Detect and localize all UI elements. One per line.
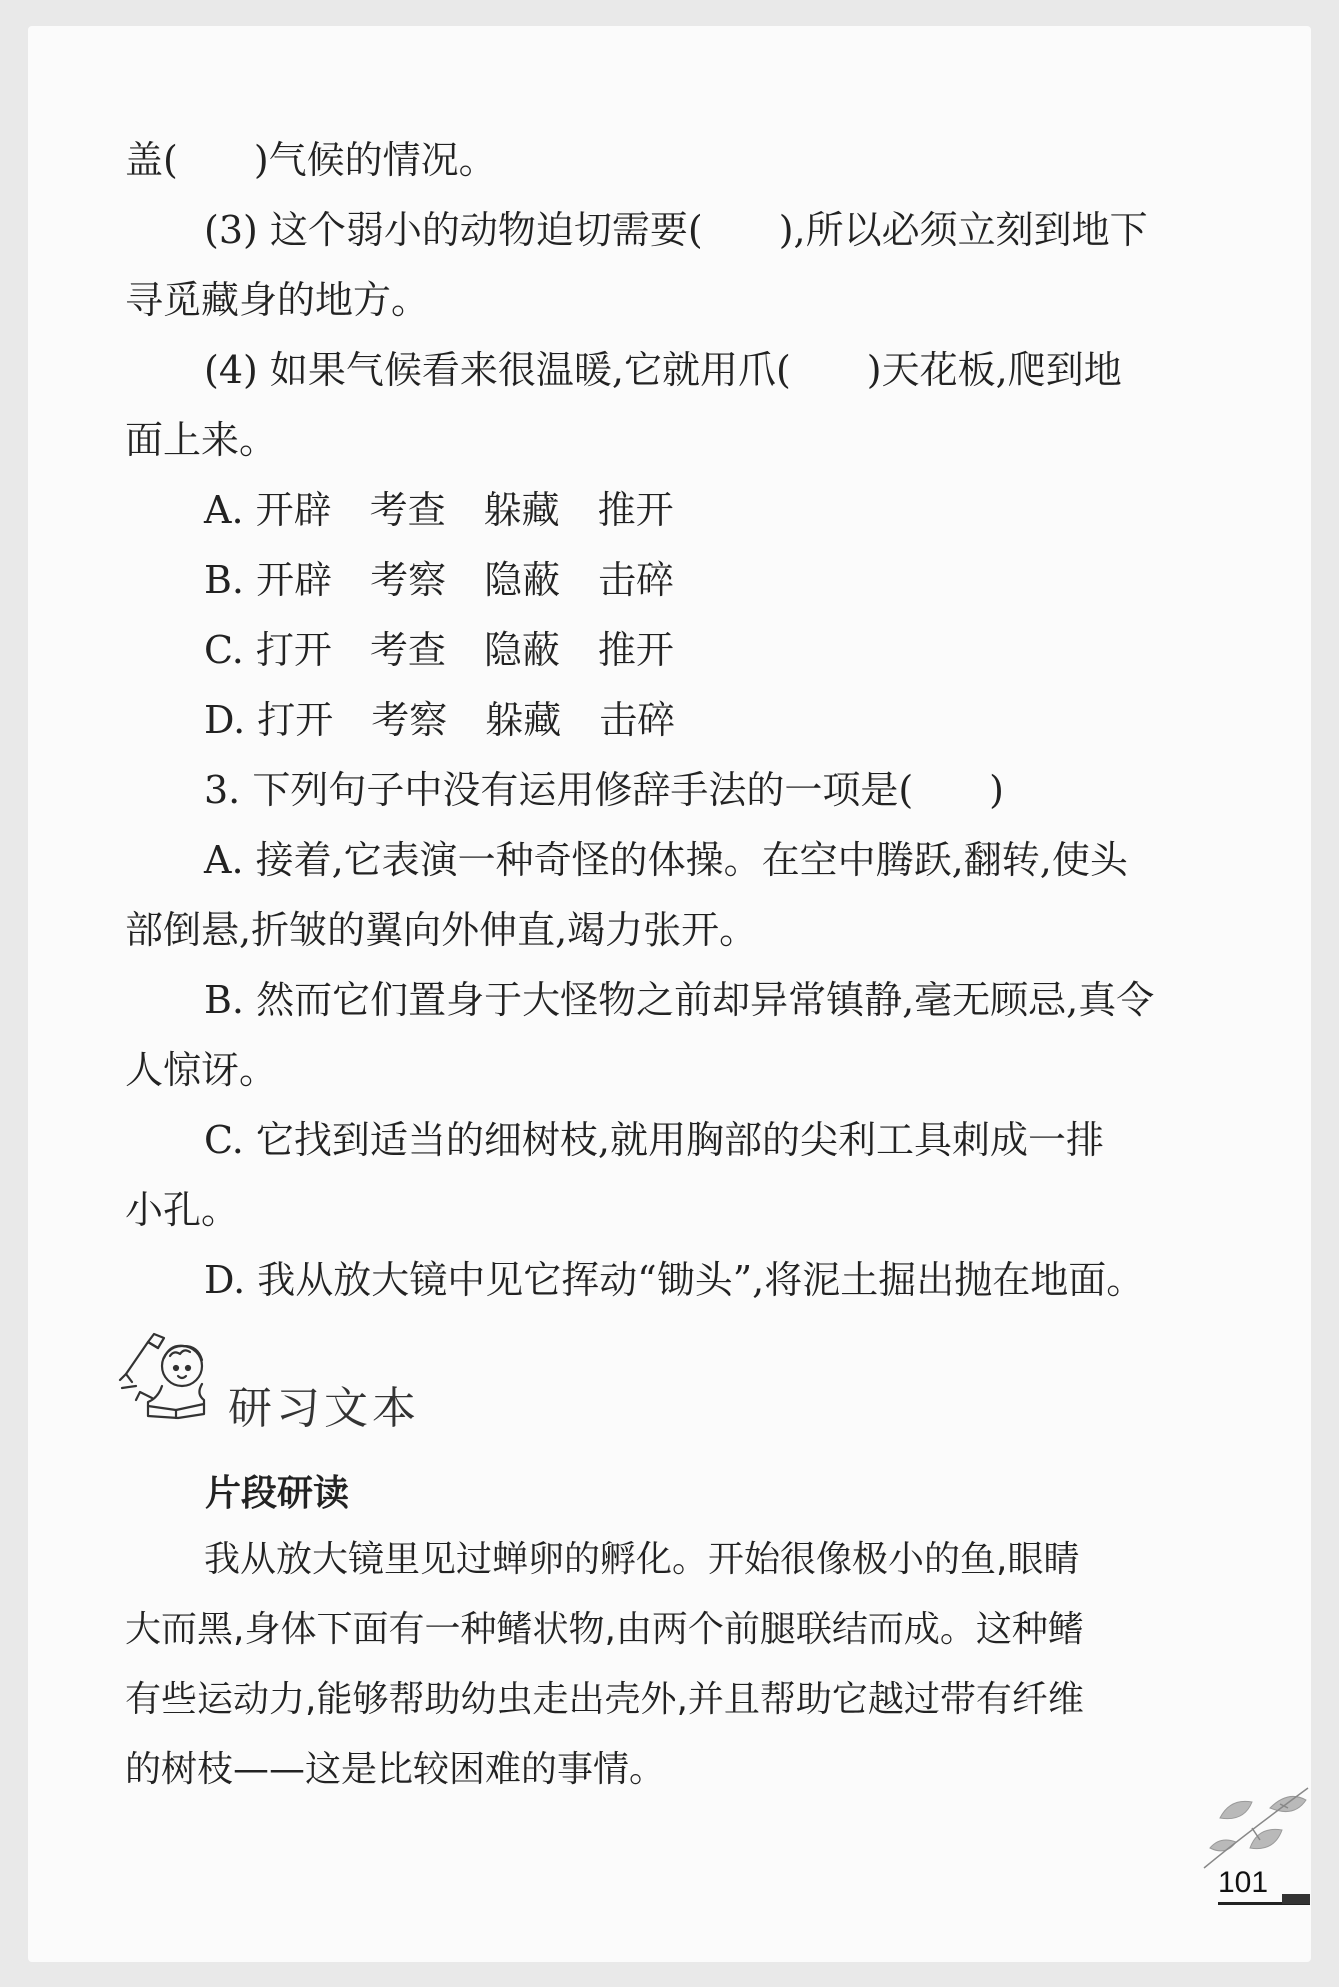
passage-line: 我从放大镜里见过蝉卵的孵化。开始很像极小的鱼,眼睛	[204, 1539, 1080, 1580]
page-corner-bar	[1282, 1894, 1310, 1904]
option-a: A. 开辟 考查 躲藏 推开	[204, 488, 674, 532]
question-3-line: (3) 这个弱小的动物迫切需要( ),所以必须立刻到地下	[204, 208, 1148, 252]
text-line: 盖( )气候的情况。	[125, 138, 497, 182]
q3-option-c: C. 它找到适当的细树枝,就用胸部的尖利工具刺成一排	[204, 1118, 1104, 1162]
q3-option-b-cont: 人惊讶。	[125, 1048, 278, 1092]
subsection-title: 片段研读	[205, 1473, 350, 1514]
passage-line: 的树枝——这是比较困难的事情。	[125, 1749, 666, 1790]
q3-option-a: A. 接着,它表演一种奇怪的体操。在空中腾跃,翻转,使头	[204, 838, 1128, 882]
text-line: 面上来。	[125, 418, 278, 462]
student-reading-icon	[118, 1328, 228, 1428]
section-title: 研习文本	[228, 1383, 420, 1434]
passage-line: 有些运动力,能够帮助幼虫走出壳外,并且帮助它越过带有纤维	[125, 1679, 1084, 1720]
question-3: 3. 下列句子中没有运用修辞手法的一项是( )	[204, 768, 1004, 812]
q3-option-d: D. 我从放大镜中见它挥动“锄头”,将泥土掘出抛在地面。	[204, 1258, 1145, 1302]
option-d: D. 打开 考察 躲藏 击碎	[204, 698, 676, 742]
option-b: B. 开辟 考察 隐蔽 击碎	[204, 558, 675, 602]
q3-option-a-cont: 部倒悬,折皱的翼向外伸直,竭力张开。	[125, 908, 758, 952]
option-c: C. 打开 考查 隐蔽 推开	[204, 628, 674, 672]
page-number: 101	[1218, 1866, 1269, 1899]
q3-option-b: B. 然而它们置身于大怪物之前却异常镇静,毫无顾忌,真令	[204, 978, 1155, 1022]
passage-line: 大而黑,身体下面有一种鳍状物,由两个前腿联结而成。这种鳍	[125, 1609, 1084, 1650]
question-4-line: (4) 如果气候看来很温暖,它就用爪( )天花板,爬到地	[204, 348, 1122, 392]
q3-option-c-cont: 小孔。	[125, 1188, 240, 1232]
text-line: 寻觅藏身的地方。	[125, 278, 430, 322]
